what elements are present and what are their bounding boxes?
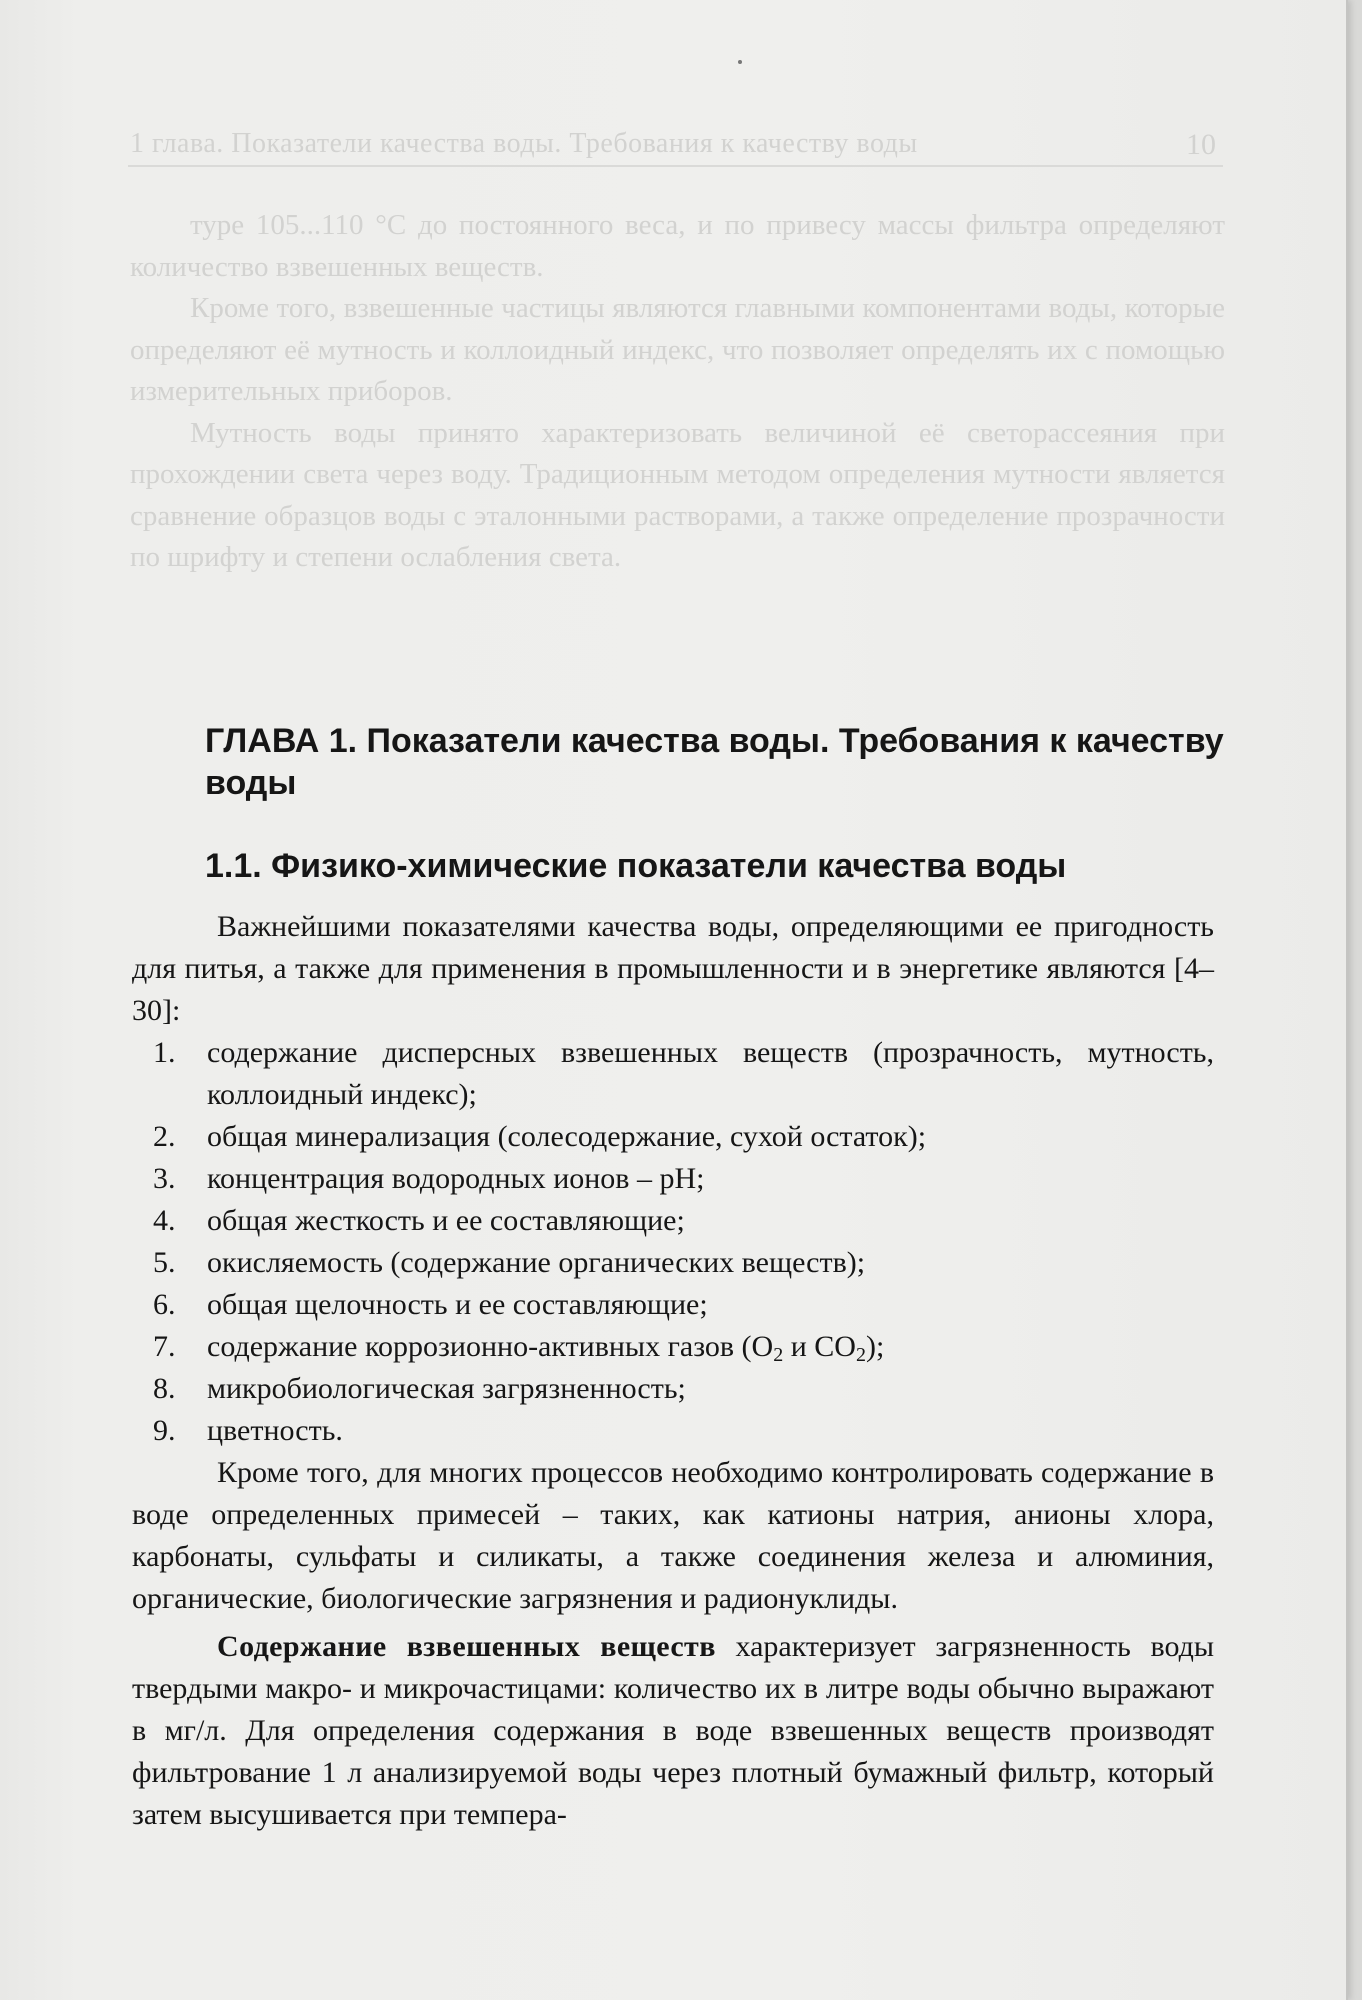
list-item [132,1158,1214,1200]
list-item [132,1284,1214,1326]
printing-speck [738,60,742,64]
subscript: 2 [773,1344,784,1366]
section-title: 1.1. Физико-химические показатели качества воды [205,847,1067,885]
list-item-text: концентрация водородных ионов – pH; [207,1162,705,1195]
list-item [132,1368,1214,1410]
list-item-text: общая щелочность и ее составляющие; [207,1288,708,1321]
list-item-text: общая минерализация (солесодержание, сухой остаток); [207,1120,927,1153]
paragraph-text: характеризует загрязненность воды твердыми макро- и микрочастицами: количество их в литре воды обычно выражают в мг/л. Для определения содержания в воде взвешенных веществ производят фильтрование 1 л анализируемой воды через плотный бумажный фильтр, который затем высушивается при темпера- [132,1630,1214,1831]
list-item [132,1326,1214,1368]
list-item [132,1032,1214,1116]
list-item-text: цветность. [207,1414,343,1447]
list-item [132,1410,1214,1452]
list-item-text: общая жесткость и ее составляющие; [207,1204,685,1237]
show-through-paragraph: Кроме того, взвешенные частицы являются главными компонентами воды, которые определяют её мутность и коллоидный индекс, что позволяет определять их с помощью измерительных приборов. [130,292,1225,407]
show-through-text [130,205,1225,579]
list-item-number: 4. [153,1204,176,1237]
list-item-number: 6. [153,1288,176,1321]
list-item [132,1116,1214,1158]
body-text [132,906,1214,1836]
show-through-paragraph: Мутность воды принято характеризовать величиной её светорассеяния при прохождении света через воду. Традиционным методом определения мутности является сравнение образцов воды с эталонными растворами, а также определение прозрачности по шрифту и степени ослабления света. [130,416,1225,573]
list-item-text: содержание дисперсных взвешенных веществ (прозрачность, мутность, коллоидный индекс); [207,1036,1214,1111]
list-item-text: микробиологическая загрязненность; [207,1372,686,1405]
term-bold: Содержание взвешенных веществ [217,1630,716,1663]
indicators-list [132,1032,1214,1452]
list-item-number: 9. [153,1414,176,1447]
chapter-title: ГЛАВА 1. Показатели качества воды. Требования к качеству воды [205,722,1224,802]
show-through-page-number: 10 [1186,128,1216,161]
show-through-header: 1 глава. Показатели качества воды. Требования к качеству воды [130,128,918,159]
list-item-number: 5. [153,1246,176,1279]
list-item-number: 1. [153,1036,176,1069]
list-item [132,1242,1214,1284]
paragraph-impurities: Кроме того, для многих процессов необходимо контролировать содержание в воде определенных примесей – таких, как катионы натрия, анионы хлора, карбонаты, сульфаты и силикаты, а также соединения железа и алюминия, органические, биологические загрязнения и радионуклиды. [132,1456,1214,1615]
subscript: 2 [855,1344,866,1366]
list-item-number: 7. [153,1330,176,1363]
list-item [132,1200,1214,1242]
list-item-number: 8. [153,1372,176,1405]
list-item-number: 2. [153,1120,176,1153]
intro-paragraph: Важнейшими показателями качества воды, определяющими ее пригодность для питья, а также для применения в промышленности и в энергетике являются [4–30]: [132,910,1214,1027]
list-item-text: содержание коррозионно-активных газов ($O_2$ и $CO_2$); [207,1330,885,1366]
show-through-header-rule [128,165,1223,167]
paragraph-suspended-solids [132,1626,1214,1836]
list-item-number: 3. [153,1162,176,1195]
list-item-text: окисляемость (содержание органических веществ); [207,1246,866,1279]
show-through-paragraph: туре 105...110 °С до постоянного веса, и по привесу массы фильтра определяют количество взвешенных веществ. [130,209,1225,283]
